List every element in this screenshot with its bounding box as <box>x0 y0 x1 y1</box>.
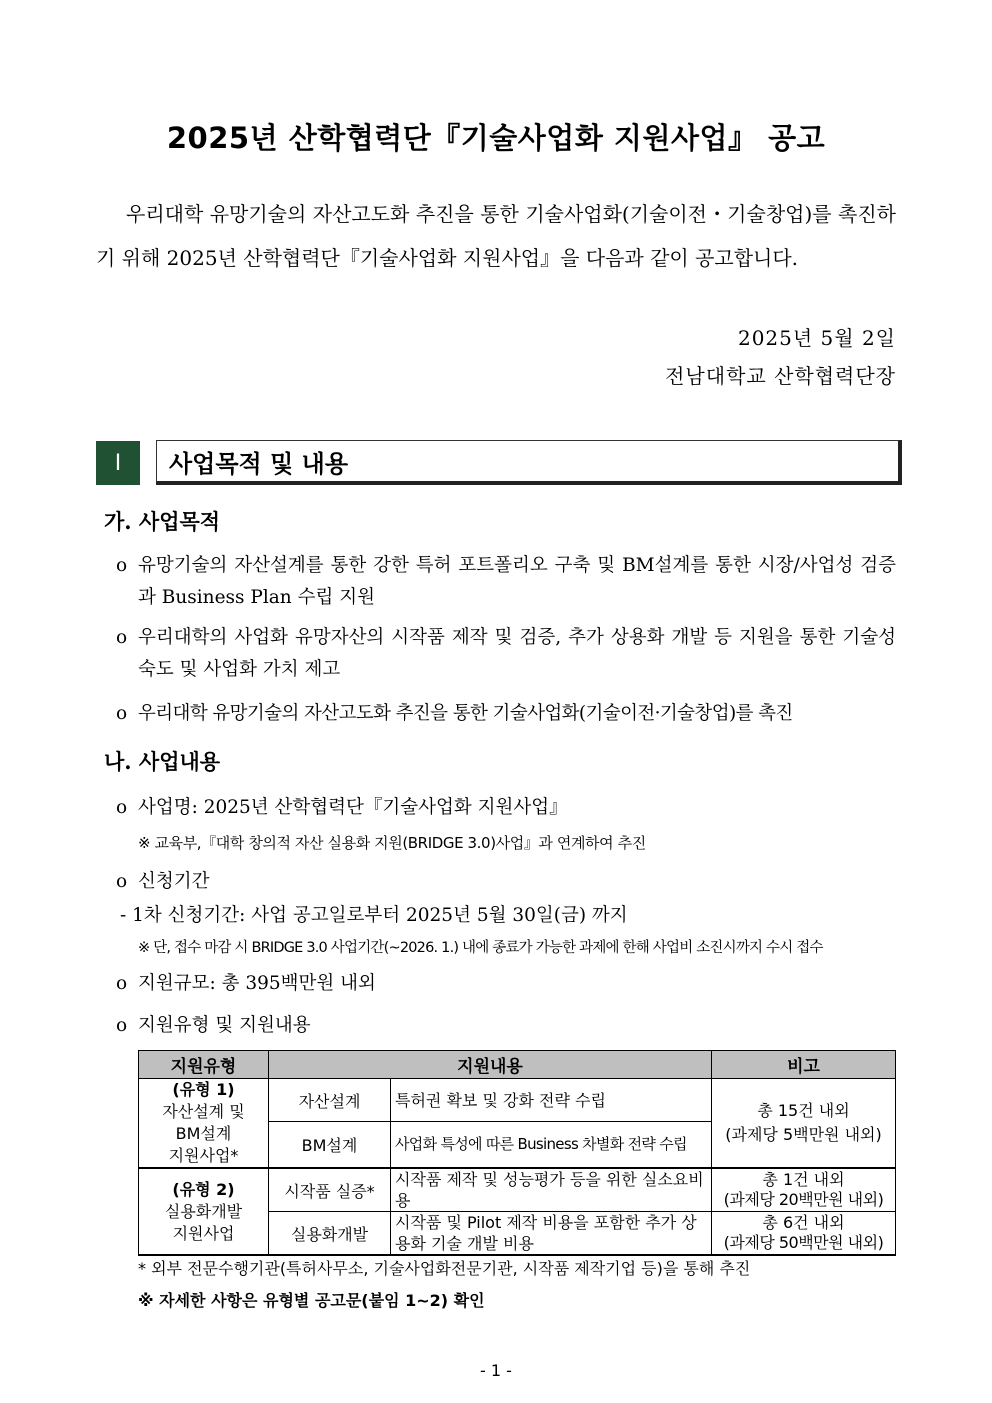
remark-count: 총 1건 내외 <box>762 1170 845 1189</box>
bullet-mark: o <box>116 797 128 818</box>
header-type: 지원유형 <box>139 1051 269 1079</box>
remark-budget: (과제당 50백만원 내외) <box>723 1233 884 1252</box>
type1-name-line: 지원사업* <box>168 1146 239 1165</box>
desc-cell: 시작품 제작 및 성능평가 등을 위한 실소요비용 <box>391 1168 712 1212</box>
remark-budget: (과제당 5백만원 내외) <box>725 1125 882 1144</box>
desc-cell: 사업화 특성에 따른 Business 차별화 전략 수립 <box>391 1122 712 1168</box>
type1-name-line: 자산설계 및 <box>162 1102 245 1121</box>
period-label: 신청기간 <box>138 871 210 892</box>
type1-name-line: BM설계 <box>175 1124 232 1143</box>
announcement-date: 2025년 5월 2일 <box>737 326 896 350</box>
type1-cell <box>139 1079 269 1169</box>
bullet-mark: o <box>116 627 128 648</box>
project-note: ※ 교육부,『대학 창의적 자산 실용화 지원(BRIDGE 3.0)사업』과 연계하여 추진 <box>138 834 646 852</box>
document-title: 2025년 산학협력단『기술사업화 지원사업』 공고 <box>166 121 826 155</box>
remark-count: 총 15건 내외 <box>757 1101 850 1120</box>
item-cell: 실용화개발 <box>269 1212 391 1256</box>
section-number-badge: Ⅰ <box>96 441 140 485</box>
remark-count: 총 6건 내외 <box>762 1213 845 1232</box>
project-name-item <box>116 792 896 824</box>
item-cell: 자산설계 <box>269 1079 391 1122</box>
table-footnote: * 외부 전문수행기관(특허사무소, 기술사업화전문기관, 시작품 제작기업 등)을 통해 추진 <box>138 1259 751 1278</box>
page-number: - 1 - <box>480 1361 512 1380</box>
purpose-item <box>116 698 896 730</box>
section-title: 사업목적 및 내용 <box>156 440 902 485</box>
intro-paragraph: 우리대학 유망기술의 자산고도화 추진을 통한 기술사업화(기술이전・기술창업)를 촉진하기 위해 2025년 산학협력단『기술사업화 지원사업』을 다음과 같이 공고합니다. <box>96 202 896 270</box>
proto-remark <box>712 1168 896 1212</box>
table-row <box>139 1079 896 1122</box>
bullet-mark: o <box>116 871 128 892</box>
period-note: ※ 단, 접수 마감 시 BRIDGE 3.0 사업기간(~2026. 1.) 내에 종료가 가능한 과제에 한해 사업비 소진시까지 수시 접수 <box>138 940 823 956</box>
item-cell: BM설계 <box>269 1122 391 1168</box>
header-remarks: 비고 <box>712 1051 896 1079</box>
purpose-item-text: 우리대학의 사업화 유망자산의 시작품 제작 및 검증, 추가 상용화 개발 등 지원을 통한 기술성숙도 및 사업화 가치 제고 <box>138 627 896 680</box>
bullet-mark: o <box>116 973 128 994</box>
bullet-mark: o <box>116 1015 128 1036</box>
type2-cell <box>139 1168 269 1255</box>
type1-label: (유형 1) <box>172 1080 235 1099</box>
dev-remark <box>712 1212 896 1256</box>
purpose-item-text: 우리대학 유망기술의 자산고도화 추진을 통한 기술사업화(기술이전·기술창업)를 촉진 <box>138 703 793 724</box>
bullet-mark: o <box>116 703 128 724</box>
remark-budget: (과제당 20백만원 내외) <box>723 1190 884 1209</box>
detail-note: ※ 자세한 사항은 유형별 공고문(붙임 1~2) 확인 <box>138 1291 485 1310</box>
project-name-text: 사업명: 2025년 산학협력단『기술사업화 지원사업』 <box>138 797 568 818</box>
purpose-item <box>116 622 896 686</box>
type1-remark <box>712 1079 896 1169</box>
scale-text: 지원규모: 총 395백만원 내외 <box>138 973 376 994</box>
type2-label: (유형 2) <box>172 1179 235 1199</box>
signer: 전남대학교 산학협력단장 <box>665 364 896 388</box>
types-label: 지원유형 및 지원내용 <box>138 1015 311 1036</box>
content-heading: 나. 사업내용 <box>104 749 221 774</box>
header-content: 지원내용 <box>269 1051 712 1079</box>
purpose-item <box>116 550 896 614</box>
type2-name-line: 실용화개발 <box>164 1201 243 1221</box>
table-header-row <box>139 1051 896 1079</box>
scale-item <box>116 968 896 1000</box>
desc-cell: 특허권 확보 및 강화 전략 수립 <box>391 1079 712 1122</box>
purpose-item-text: 유망기술의 자산설계를 통한 강한 특허 포트폴리오 구축 및 BM설계를 통한 시장/사업성 검증과 Business Plan 수립 지원 <box>138 555 896 608</box>
types-item <box>116 1010 896 1042</box>
table-row <box>139 1168 896 1212</box>
type2-name-line: 지원사업 <box>172 1223 235 1243</box>
desc-cell: 시작품 및 Pilot 제작 비용을 포함한 추가 상용화 기술 개발 비용 <box>391 1212 712 1256</box>
purpose-heading: 가. 사업목적 <box>104 509 221 534</box>
bullet-mark: o <box>116 555 128 576</box>
period-item <box>116 866 896 898</box>
period-detail: - 1차 신청기간: 사업 공고일로부터 2025년 5월 30일(금) 까지 <box>120 905 628 926</box>
item-cell: 시작품 실증* <box>269 1168 391 1212</box>
support-table <box>138 1050 896 1256</box>
